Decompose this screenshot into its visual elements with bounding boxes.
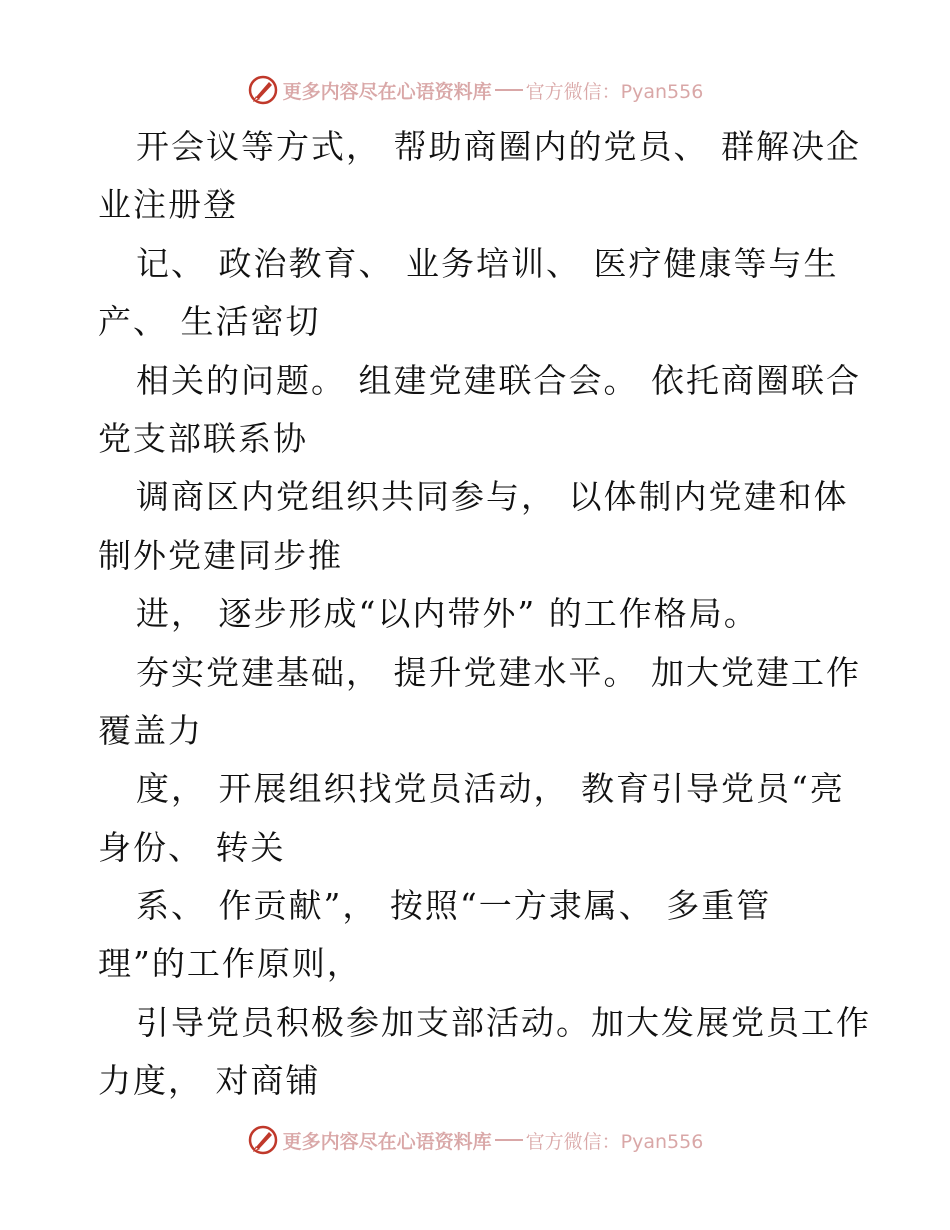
footer-contact: 官方微信：Pyan556 <box>525 1130 704 1153</box>
body-line: 理”的工作原则， <box>98 944 362 984</box>
body-line: 引导党员积极参加支部活动。加大发展党员工作 <box>136 1002 871 1042</box>
body-line: 身份、 转关 <box>98 827 286 867</box>
document-body <box>98 118 878 1111</box>
footer-dash <box>495 1139 523 1141</box>
footer-watermark <box>0 1118 950 1162</box>
body-line: 系、 作贡献”， 按照“一方隶属、 多重管 <box>136 886 772 926</box>
header-watermark <box>0 68 950 112</box>
pen-logo-icon <box>247 74 279 106</box>
body-line: 记、 政治教育、 业务培训、 医疗健康等与生 <box>136 243 839 283</box>
body-line: 度， 开展组织找党员活动， 教育引导党员“亮 <box>136 769 845 809</box>
header-dash <box>495 89 523 91</box>
body-line: 力度， 对商铺 <box>98 1061 321 1101</box>
body-line: 夯实党建基础， 提升党建水平。 加大党建工作 <box>136 652 861 692</box>
body-line: 制外党建同步推 <box>98 535 343 575</box>
body-line: 开会议等方式， 帮助商圈内的党员、 群解决企 <box>136 127 861 166</box>
body-line: 相关的问题。 组建党建联合会。 依托商圈联合 <box>136 360 861 400</box>
body-line: 产、 生活密切 <box>98 302 321 342</box>
pen-logo-icon <box>247 1124 279 1156</box>
header-slogan: 更多内容尽在心语资料库 <box>282 80 492 103</box>
body-line: 党支部联系协 <box>98 418 308 458</box>
header-contact: 官方微信：Pyan556 <box>525 80 704 103</box>
body-line: 调商区内党组织共同参与， 以体制内党建和体 <box>136 477 849 517</box>
footer-slogan: 更多内容尽在心语资料库 <box>282 1130 492 1153</box>
body-line: 进， 逐步形成“以内带外” 的工作格局。 <box>136 594 759 634</box>
body-line: 业注册登 <box>98 185 238 225</box>
body-line: 覆盖力 <box>98 710 203 750</box>
